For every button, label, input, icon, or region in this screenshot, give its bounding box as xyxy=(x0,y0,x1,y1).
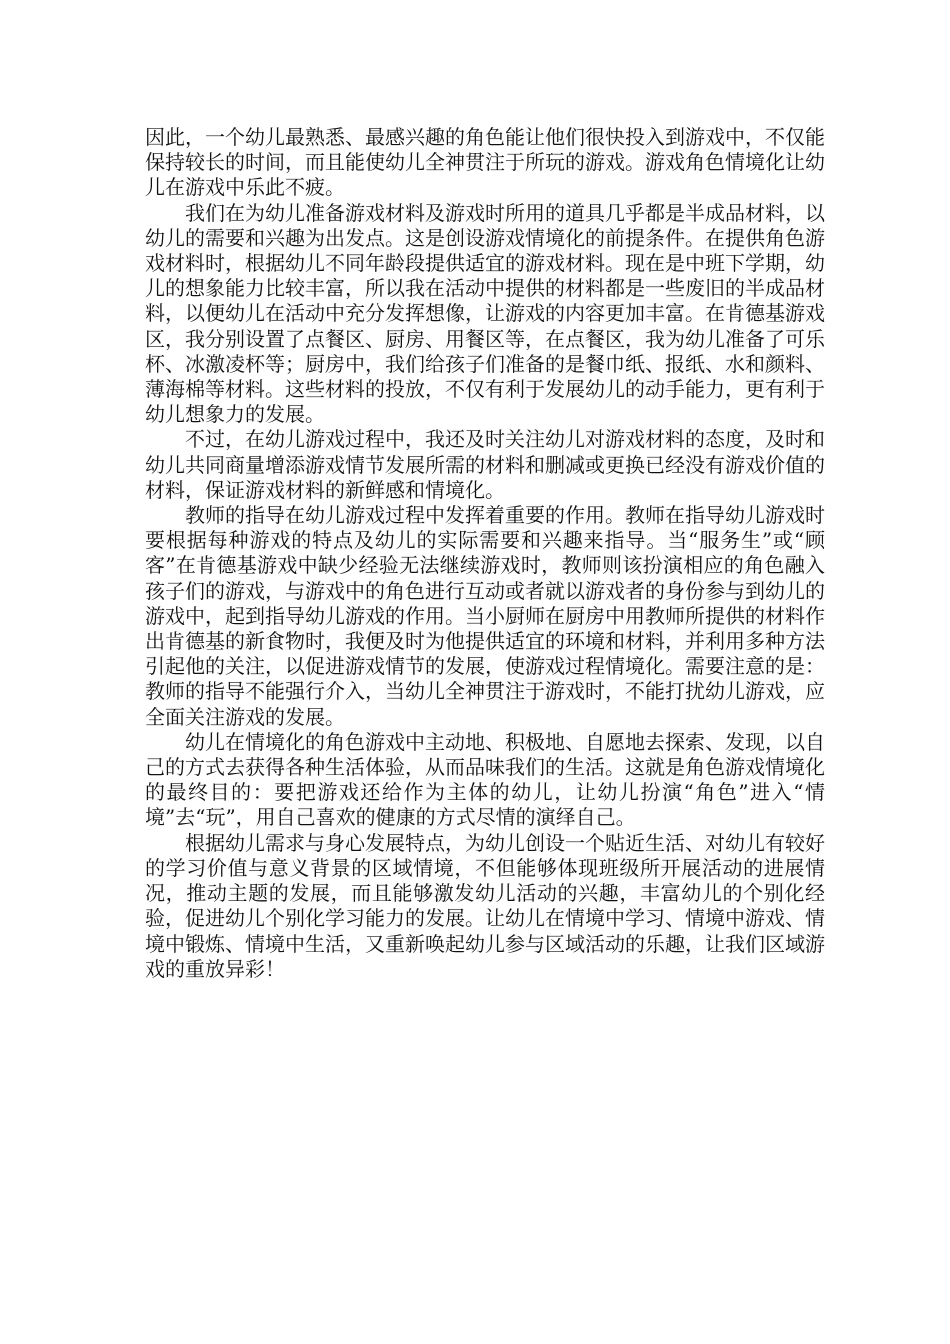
paragraph-1: 因此，一个幼儿最熟悉、最感兴趣的角色能让他们很快投入到游戏中，不仅能保持较长的时间，而且能使幼儿全神贯注于所玩的游戏。游戏角色情境化让幼儿在游戏中乐此不疲。 xyxy=(145,125,825,200)
paragraph-4: 教师的指导在幼儿游戏过程中发挥着重要的作用。教师在指导幼儿游戏时要根据每种游戏的特点及幼儿的实际需要和兴趣来指导。当“服务生”或“顾客”在肯德基游戏中缺少经验无法继续游戏时，教师则该扮演相应的角色融入孩子们的游戏，与游戏中的角色进行互动或者就以游戏者的身份参与到幼儿的游戏中，起到指导幼儿游戏的作用。当小厨师在厨房中用教师所提供的材料作出肯德基的新食物时，我便及时为他提供适宜的环境和材料，并利用多种方法引起他的关注，以促进游戏情节的发展，使游戏过程情境化。需要注意的是：教师的指导不能强行介入，当幼儿全神贯注于游戏时，不能打扰幼儿游戏，应全面关注游戏的发展。 xyxy=(145,503,825,729)
paragraph-3: 不过，在幼儿游戏过程中，我还及时关注幼儿对游戏材料的态度，及时和幼儿共同商量增添游戏情节发展所需的材料和删减或更换已经没有游戏价值的材料，保证游戏材料的新鲜感和情境化。 xyxy=(145,427,825,502)
paragraph-5: 幼儿在情境化的角色游戏中主动地、积极地、自愿地去探索、发现，以自己的方式去获得各种生活体验，从而品味我们的生活。这就是角色游戏情境化的最终目的：要把游戏还给作为主体的幼儿，让幼儿扮演“角色”进入“情境”去“玩”，用自己喜欢的健康的方式尽情的演绎自己。 xyxy=(145,729,825,830)
paragraph-6: 根据幼儿需求与身心发展特点，为幼儿创设一个贴近生活、对幼儿有较好的学习价值与意义背景的区域情境，不但能够体现班级所开展活动的进展情况，推动主题的发展，而且能够激发幼儿活动的兴趣，丰富幼儿的个别化经验，促进幼儿个别化学习能力的发展。让幼儿在情境中学习、情境中游戏、情境中锻炼、情境中生活，又重新唤起幼儿参与区域活动的乐趣，让我们区域游戏的重放异彩！ xyxy=(145,830,825,981)
document-body xyxy=(145,125,825,982)
paragraph-2: 我们在为幼儿准备游戏材料及游戏时所用的道具几乎都是半成品材料，以幼儿的需要和兴趣为出发点。这是创设游戏情境化的前提条件。在提供角色游戏材料时，根据幼儿不同年龄段提供适宜的游戏材料。现在是中班下学期，幼儿的想象能力比较丰富，所以我在活动中提供的材料都是一些废旧的半成品材料，以便幼儿在活动中充分发挥想像，让游戏的内容更加丰富。在肯德基游戏区，我分别设置了点餐区、厨房、用餐区等，在点餐区，我为幼儿准备了可乐杯、冰激凌杯等；厨房中，我们给孩子们准备的是餐巾纸、报纸、水和颜料、薄海棉等材料。这些材料的投放，不仅有利于发展幼儿的动手能力，更有利于幼儿想象力的发展。 xyxy=(145,200,825,427)
